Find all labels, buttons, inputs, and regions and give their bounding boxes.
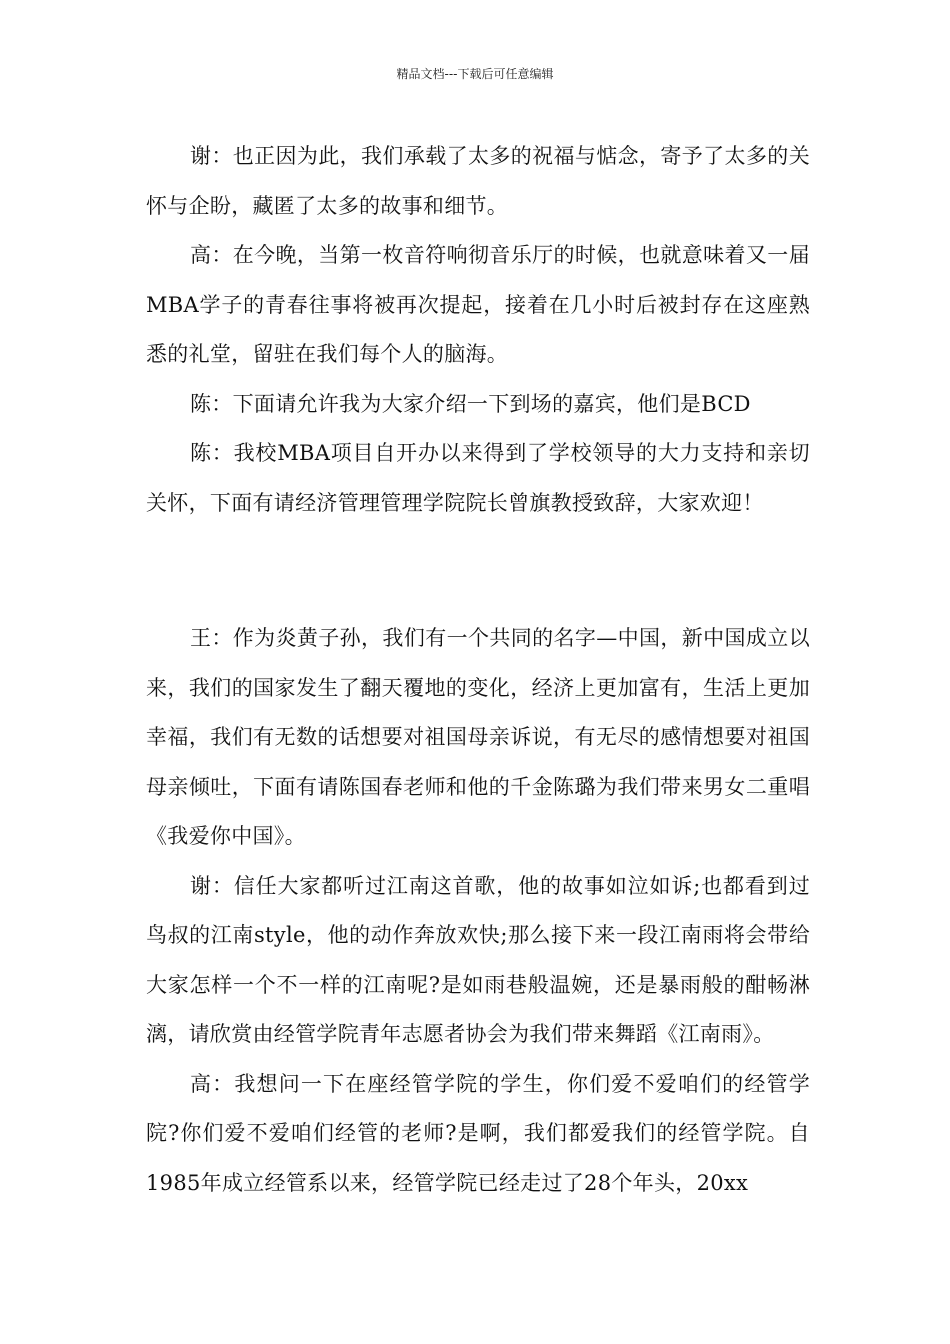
paragraph-chen-1: 陈：下面请允许我为大家介绍一下到场的嘉宾，他们是BCD <box>190 391 751 416</box>
paragraph-gao-1: 高：在今晚，当第一枚音符响彻音乐厅的时候，也就意味着又一届MBA学子的青春往事将被再次提起，接着在几小时后被封存在这座熟悉的礼堂，留驻在我们每个人的脑海。 <box>146 243 810 366</box>
page-header: 精品文档---下载后可任意编辑 <box>396 67 554 81</box>
paragraph-xie-2: 谢：信任大家都听过江南这首歌，他的故事如泣如诉;也都看到过鸟叔的江南style，他的动作奔放欢快;那么接下来一段江南雨将会带给大家怎样一个不一样的江南呢?是如雨巷般温婉，还是暴雨般的酣畅淋漓，请欣赏由经管学院青年志愿者协会为我们带来舞蹈《江南雨》。 <box>146 873 810 1046</box>
paragraph-chen-2: 陈：我校MBA项目自开办以来得到了学校领导的大力支持和亲切关怀，下面有请经济管理管理学院院长曾旗教授致辞，大家欢迎！ <box>146 441 810 515</box>
paragraph-wang-1: 王：作为炎黄子孙，我们有一个共同的名字—中国，新中国成立以来，我们的国家发生了翻天覆地的变化，经济上更加富有，生活上更加幸福，我们有无数的话想要对祖国母亲诉说，有无尽的感情想要对祖国母亲倾吐，下面有请陈国春老师和他的千金陈璐为我们带来男女二重唱《我爱你中国》。 <box>146 626 810 848</box>
document-body <box>146 132 810 1208</box>
paragraph-gap <box>146 528 810 614</box>
paragraph-xie-1: 谢：也正因为此，我们承载了太多的祝福与惦念，寄予了太多的关怀与企盼，藏匿了太多的故事和细节。 <box>146 144 810 218</box>
paragraph-gao-2: 高：我想问一下在座经管学院的学生，你们爱不爱咱们的经管学院?你们爱不爱咱们经管的老师?是啊，我们都爱我们的经管学院。自1985年成立经管系以来，经管学院已经走过了28个年头，20xx <box>146 1071 810 1195</box>
